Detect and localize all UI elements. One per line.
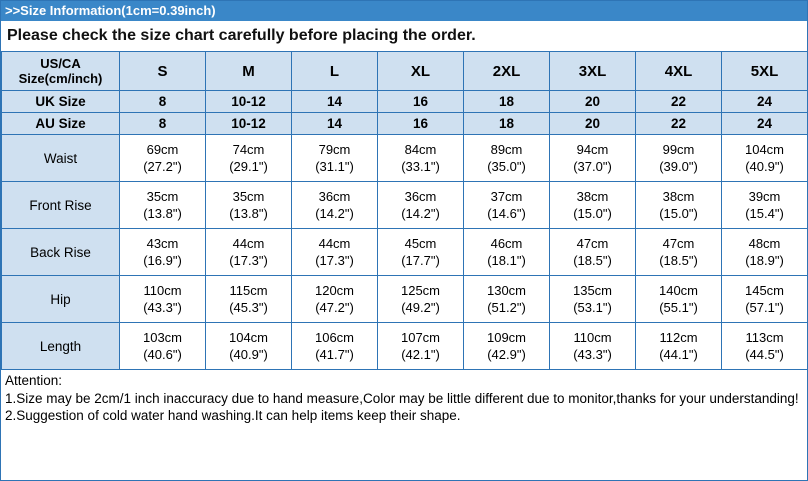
size-chart-table (1, 51, 808, 370)
measurement-label: Hip (2, 276, 120, 323)
uk-size-value: 10-12 (206, 91, 292, 113)
value-cm: 39cm (748, 189, 781, 204)
value-cm: 113cm (745, 330, 784, 345)
measurement-cell (636, 276, 722, 323)
size-header-cell: XL (378, 52, 464, 91)
uk-size-value: 16 (378, 91, 464, 113)
uk-size-value: 24 (722, 91, 808, 113)
value-cm: 36cm (404, 189, 437, 204)
size-header-cell: M (206, 52, 292, 91)
measurement-cell (378, 182, 464, 229)
value-cm: 125cm (400, 283, 441, 298)
au-size-label: AU Size (2, 113, 120, 135)
size-header-cell: S (120, 52, 206, 91)
au-size-value: 24 (722, 113, 808, 135)
corner-header-cell (2, 52, 120, 91)
value-inch: (35.0") (487, 159, 526, 174)
uk-size-row (2, 91, 808, 113)
measurement-cell (550, 182, 636, 229)
measurement-cell (206, 276, 292, 323)
value-inch: (29.1") (229, 159, 268, 174)
value-inch: (17.3") (229, 253, 268, 268)
measurement-cell (636, 135, 722, 182)
value-cm: 115cm (229, 283, 268, 298)
value-inch: (16.9") (143, 253, 182, 268)
attention-heading: Attention: (5, 373, 63, 388)
au-size-value: 8 (120, 113, 206, 135)
measurement-cell (550, 229, 636, 276)
value-inch: (33.1") (401, 159, 440, 174)
value-cm: 106cm (314, 330, 355, 345)
measurement-cell (120, 229, 206, 276)
measurement-cell (464, 135, 550, 182)
corner-header-line1: US/CA (40, 56, 81, 71)
value-inch: (53.1") (573, 300, 612, 315)
measurement-cell (292, 229, 378, 276)
value-inch: (14.2") (315, 206, 354, 221)
value-cm: 69cm (146, 142, 179, 157)
value-cm: 84cm (404, 142, 437, 157)
value-inch: (15.0") (659, 206, 698, 221)
measurement-cell (292, 323, 378, 370)
value-inch: (13.8") (143, 206, 182, 221)
au-size-row (2, 113, 808, 135)
measurement-cell (464, 229, 550, 276)
measurement-cell (206, 229, 292, 276)
value-inch: (27.2") (143, 159, 182, 174)
measurement-cell (120, 135, 206, 182)
value-inch: (43.3") (143, 300, 182, 315)
measurement-label: Front Rise (2, 182, 120, 229)
value-cm: 135cm (572, 283, 613, 298)
uk-size-value: 18 (464, 91, 550, 113)
value-inch: (51.2") (487, 300, 526, 315)
uk-size-value: 8 (120, 91, 206, 113)
attention-notes (1, 370, 807, 425)
corner-header-line2: Size(cm/inch) (18, 71, 103, 86)
value-inch: (31.1") (315, 159, 354, 174)
measurement-cell (292, 135, 378, 182)
value-inch: (18.5") (659, 253, 698, 268)
value-cm: 94cm (576, 142, 609, 157)
measurement-cell (120, 182, 206, 229)
measurement-cell (378, 276, 464, 323)
value-cm: 120cm (314, 283, 355, 298)
au-size-value: 10-12 (206, 113, 292, 135)
measurement-cell (722, 135, 808, 182)
measurement-cell (722, 182, 808, 229)
value-cm: 35cm (232, 189, 265, 204)
au-size-value: 20 (550, 113, 636, 135)
value-inch: (40.9") (229, 347, 268, 362)
table-row (2, 135, 808, 182)
value-inch: (44.1") (659, 347, 698, 362)
measurement-cell (550, 135, 636, 182)
measurement-cell (550, 276, 636, 323)
value-inch: (43.3") (573, 347, 612, 362)
uk-size-value: 20 (550, 91, 636, 113)
value-cm: 74cm (232, 142, 265, 157)
value-cm: 110cm (573, 330, 612, 345)
measurement-cell (550, 323, 636, 370)
value-cm: 37cm (490, 189, 523, 204)
attention-note-1: 1.Size may be 2cm/1 inch inaccuracy due to hand measure,Color may be little different due to monitor,thanks for your understanding! (5, 390, 799, 406)
measurement-cell (292, 276, 378, 323)
value-inch: (41.7") (315, 347, 354, 362)
value-cm: 45cm (404, 236, 437, 251)
value-inch: (18.1") (487, 253, 526, 268)
value-inch: (42.9") (487, 347, 526, 362)
value-cm: 43cm (146, 236, 179, 251)
au-size-value: 22 (636, 113, 722, 135)
size-header-cell: 4XL (636, 52, 722, 91)
au-size-value: 16 (378, 113, 464, 135)
value-inch: (37.0") (573, 159, 612, 174)
measurement-cell (722, 229, 808, 276)
size-header-cell: 3XL (550, 52, 636, 91)
value-cm: 35cm (146, 189, 179, 204)
table-row (2, 323, 808, 370)
value-cm: 44cm (232, 236, 265, 251)
value-inch: (49.2") (401, 300, 440, 315)
value-cm: 38cm (662, 189, 695, 204)
value-inch: (57.1") (745, 300, 784, 315)
value-inch: (42.1") (401, 347, 440, 362)
measurement-label: Length (2, 323, 120, 370)
size-header-cell: 2XL (464, 52, 550, 91)
table-row (2, 182, 808, 229)
au-size-value: 18 (464, 113, 550, 135)
value-inch: (14.6") (487, 206, 526, 221)
measurement-cell (206, 182, 292, 229)
size-header-cell: 5XL (722, 52, 808, 91)
value-cm: 38cm (576, 189, 609, 204)
value-inch: (14.2") (401, 206, 440, 221)
value-cm: 109cm (486, 330, 527, 345)
value-inch: (55.1") (659, 300, 698, 315)
value-inch: (40.6") (143, 347, 182, 362)
value-cm: 36cm (318, 189, 351, 204)
measurement-cell (292, 182, 378, 229)
value-cm: 107cm (400, 330, 441, 345)
value-cm: 145cm (744, 283, 785, 298)
value-cm: 47cm (662, 236, 695, 251)
uk-size-value: 22 (636, 91, 722, 113)
value-cm: 79cm (318, 142, 351, 157)
value-cm: 99cm (662, 142, 695, 157)
measurement-cell (120, 323, 206, 370)
value-inch: (47.2") (315, 300, 354, 315)
measurement-cell (464, 323, 550, 370)
value-inch: (18.9") (745, 253, 784, 268)
value-cm: 104cm (744, 142, 785, 157)
value-cm: 47cm (576, 236, 609, 251)
measurement-cell (722, 323, 808, 370)
value-inch: (45.3") (229, 300, 268, 315)
value-cm: 130cm (486, 283, 527, 298)
value-cm: 89cm (490, 142, 523, 157)
value-inch: (15.4") (745, 206, 784, 221)
measurement-cell (206, 135, 292, 182)
measurement-cell (206, 323, 292, 370)
measurement-cell (378, 323, 464, 370)
attention-note-2: 2.Suggestion of cold water hand washing.It can help items keep their shape. (5, 408, 461, 423)
value-cm: 44cm (318, 236, 351, 251)
value-inch: (17.7") (401, 253, 440, 268)
value-inch: (13.8") (229, 206, 268, 221)
au-size-value: 14 (292, 113, 378, 135)
size-information-banner: >>Size Information(1cm=0.39inch) (1, 1, 807, 21)
value-inch: (17.3") (315, 253, 354, 268)
uk-size-label: UK Size (2, 91, 120, 113)
measurement-cell (378, 135, 464, 182)
value-cm: 110cm (143, 283, 182, 298)
value-cm: 112cm (659, 330, 698, 345)
value-cm: 48cm (748, 236, 781, 251)
value-cm: 140cm (658, 283, 699, 298)
uk-size-value: 14 (292, 91, 378, 113)
value-cm: 104cm (228, 330, 269, 345)
page-subtitle: Please check the size chart carefully before placing the order. (7, 27, 476, 44)
measurement-cell (464, 182, 550, 229)
table-header-row (2, 52, 808, 91)
table-row (2, 276, 808, 323)
value-cm: 103cm (142, 330, 183, 345)
measurement-cell (636, 229, 722, 276)
measurement-cell (636, 323, 722, 370)
value-inch: (15.0") (573, 206, 612, 221)
value-inch: (18.5") (573, 253, 612, 268)
measurement-cell (378, 229, 464, 276)
table-row (2, 229, 808, 276)
measurement-label: Waist (2, 135, 120, 182)
value-inch: (40.9") (745, 159, 784, 174)
measurement-label: Back Rise (2, 229, 120, 276)
value-inch: (39.0") (659, 159, 698, 174)
measurement-cell (120, 276, 206, 323)
value-inch: (44.5") (745, 347, 784, 362)
size-header-cell: L (292, 52, 378, 91)
measurement-cell (464, 276, 550, 323)
value-cm: 46cm (490, 236, 523, 251)
measurement-cell (722, 276, 808, 323)
measurement-cell (636, 182, 722, 229)
